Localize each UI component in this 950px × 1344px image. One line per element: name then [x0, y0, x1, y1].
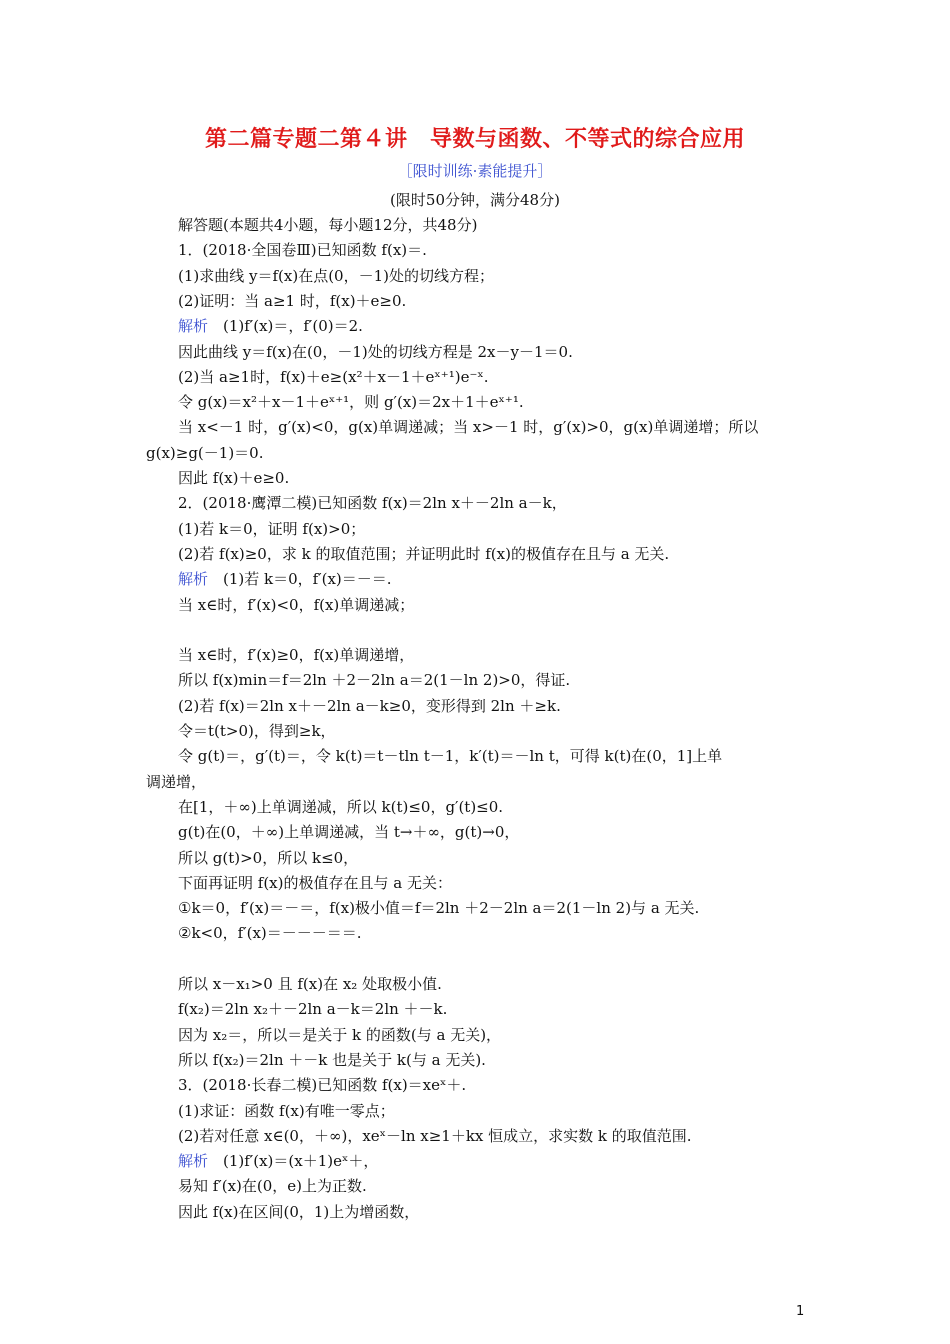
line-text: 因此曲线 y＝f(x)在(0，－1)处的切线方程是 2x－y－1＝0.: [178, 343, 573, 361]
text-line: [178, 821, 519, 842]
text-line: [178, 745, 722, 766]
line-text: 所以 f(x₂)＝2ln ＋－k 也是关于 k(与 a 无关).: [178, 1051, 486, 1069]
line-text: ①k＝0，f′(x)＝－＝，f(x)极小值＝f＝2ln ＋2－2ln a＝2(1－ln 2)与 a 无关.: [178, 899, 700, 917]
line-text: (1)若 k＝0，f′(x)＝－＝.: [208, 570, 392, 588]
line-text: 因为 x₂＝，所以＝是关于 k 的函数(与 a 无关)，: [178, 1026, 502, 1044]
text-line: [178, 341, 573, 362]
text-line: [178, 897, 699, 918]
line-text: 所以 g(t)>0，所以 k≤0，: [178, 849, 359, 867]
line-text: (2)当 a≥1时，f(x)＋e≥(x²＋x－1＋eˣ⁺¹)e⁻ˣ.: [178, 368, 489, 386]
line-text: 令 g(t)＝，g′(t)＝，令 k(t)＝t－tln t－1，k′(t)＝－ln t，可得 k(t)在(0，1]上单: [178, 747, 723, 765]
text-line: [178, 669, 570, 690]
line-text: 当 x∈时，f′(x)<0，f(x)单调递减；: [178, 596, 415, 614]
text-line: [178, 366, 489, 387]
text-line: [178, 847, 358, 868]
line-text: 所以 x－x₁>0 且 f(x)在 x₂ 处取极小值.: [178, 975, 442, 993]
line-text: ②k<0，f′(x)＝－－－＝＝.: [178, 924, 362, 942]
text-line: [178, 239, 427, 260]
text-line: [178, 1100, 395, 1121]
line-text: (2)若对任意 x∈(0，＋∞)，xeˣ－ln x≥1＋kx 恒成立，求实数 k 的取值范围.: [178, 1127, 692, 1145]
text-line: [178, 214, 477, 235]
text-line: [178, 1049, 486, 1070]
text-line: [178, 872, 452, 893]
line-text: f(x₂)＝2ln x₂＋－2ln a－k＝2ln ＋－k.: [178, 1000, 448, 1018]
text-line: [178, 543, 669, 564]
line-text: (2)若 f(x)＝2ln x＋－2ln a－k≥0，变形得到 2ln ＋≥k.: [178, 697, 561, 715]
line-text: 2．(2018·鹰潭二模)已知函数 f(x)＝2ln x＋－2ln a－k，: [178, 494, 567, 512]
line-text: g(t)在(0，＋∞)上单调递减，当 t→＋∞，g(t)→0，: [178, 823, 520, 841]
text-line: [178, 594, 414, 615]
line-text: (1)求曲线 y＝f(x)在点(0，－1)处的切线方程；: [178, 267, 494, 285]
text-line: [178, 998, 447, 1019]
line-text: (1)f′(x)＝，f′(0)＝2.: [208, 317, 363, 335]
line-text: 因此 f(x)＋e≥0.: [178, 469, 290, 487]
page-number: 1: [796, 1304, 805, 1319]
time-limit-note: (限时50分钟，满分48分): [390, 191, 560, 209]
text-line: [178, 1175, 367, 1196]
line-text: (1)若 k＝0，证明 f(x)>0；: [178, 520, 366, 538]
line-text: 调递增，: [146, 773, 207, 791]
text-line: [146, 442, 264, 463]
line-text: 所以 f(x)min＝f＝2ln ＋2－2ln a＝2(1－ln 2)>0，得证.: [178, 671, 571, 689]
line-text: 令＝t(t>0)，得到≥k，: [178, 722, 336, 740]
line-text: 1．(2018·全国卷Ⅲ)已知函数 f(x)＝.: [178, 241, 427, 259]
text-line: [178, 391, 524, 412]
line-text: (2)证明：当 a≥1 时，f(x)＋e≥0.: [178, 292, 407, 310]
line-text: 当 x<－1 时，g′(x)<0，g(x)单调递减；当 x>－1 时，g′(x)>0，g(x)单调递增；所以: [178, 418, 759, 436]
line-text: 令 g(x)＝x²＋x－1＋eˣ⁺¹，则 g′(x)＝2x＋1＋eˣ⁺¹.: [178, 393, 524, 411]
line-text: 3．(2018·长春二模)已知函数 f(x)＝xeˣ＋.: [178, 1076, 467, 1094]
text-line: [178, 644, 414, 665]
text-line: [178, 1150, 378, 1171]
text-line: [178, 720, 336, 741]
text-line: [178, 922, 362, 943]
line-text: 下面再证明 f(x)的极值存在且与 a 无关：: [178, 874, 452, 892]
page-subtitle: ［限时训练·素能提升］: [397, 162, 553, 180]
line-text: 解答题(本题共4小题，每小题12分，共48分): [178, 216, 478, 234]
text-line: [178, 695, 561, 716]
text-line: [178, 315, 363, 336]
text-line: [178, 568, 392, 589]
text-line: [146, 771, 206, 792]
text-line: [178, 796, 503, 817]
analysis-label: 解析: [178, 317, 209, 335]
analysis-label: 解析: [178, 570, 209, 588]
text-line: [178, 1024, 501, 1045]
text-line: [178, 518, 365, 539]
text-line: [178, 416, 758, 437]
text-line: [178, 467, 289, 488]
text-line: [178, 1125, 692, 1146]
text-line: [178, 265, 494, 286]
line-text: (2)若 f(x)≥0，求 k 的取值范围；并证明此时 f(x)的极值存在且与 a 无关.: [178, 545, 670, 563]
line-text: 在[1，＋∞)上单调递减，所以 k(t)≤0，g′(t)≤0.: [178, 798, 504, 816]
line-text: (1)求证：函数 f(x)有唯一零点；: [178, 1102, 395, 1120]
text-line: [178, 1074, 466, 1095]
text-line: [178, 290, 406, 311]
line-text: 易知 f′(x)在(0，e)上为正数.: [178, 1177, 367, 1195]
line-text: 当 x∈时，f′(x)≥0，f(x)单调递增，: [178, 646, 415, 664]
text-line: [178, 492, 567, 513]
line-text: g(x)≥g(－1)＝0.: [146, 444, 264, 462]
text-line: [178, 973, 442, 994]
analysis-label: 解析: [178, 1152, 209, 1170]
page-title: 第二篇专题二第４讲 导数与函数、不等式的综合应用: [204, 127, 745, 152]
text-line: [178, 1201, 419, 1222]
line-text: (1)f′(x)＝(x＋1)eˣ＋，: [208, 1152, 379, 1170]
line-text: 因此 f(x)在区间(0，1)上为增函数，: [178, 1203, 420, 1221]
